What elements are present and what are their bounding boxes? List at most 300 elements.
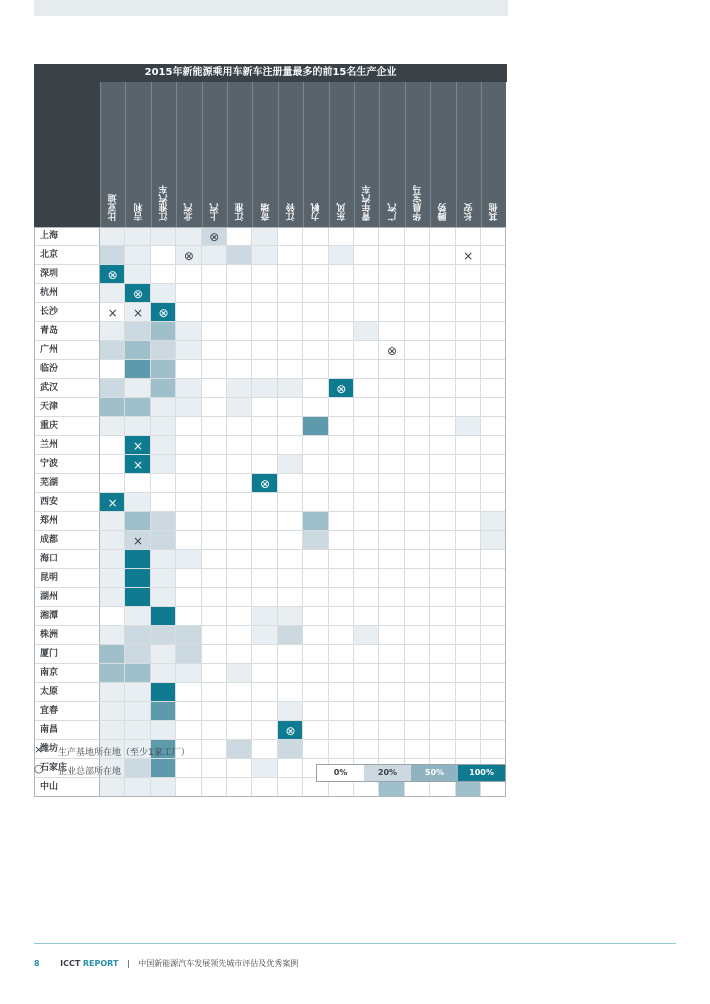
heatmap-cell: [303, 474, 328, 493]
heatmap-cell: [100, 588, 125, 607]
heatmap-cell: [252, 284, 277, 303]
heatmap-cell: [252, 265, 277, 284]
heatmap-cell: [278, 778, 303, 797]
heatmap-cell: [252, 417, 277, 436]
heatmap-cell: [329, 303, 354, 322]
heatmap-cell: [430, 702, 455, 721]
heatmap-cell: [456, 398, 481, 417]
heatmap-cell: [252, 588, 277, 607]
heatmap-cell: [151, 474, 176, 493]
heatmap-cell: [430, 607, 455, 626]
heatmap-cell: [329, 398, 354, 417]
heatmap-cell: [100, 322, 125, 341]
column-header: [405, 82, 430, 227]
row-label: 湖州: [34, 588, 100, 607]
heatmap-cell: [481, 322, 506, 341]
heatmap-cell: [278, 512, 303, 531]
heatmap-cell: [379, 379, 404, 398]
heatmap-cell: [379, 398, 404, 417]
heatmap-cell: [303, 664, 328, 683]
column-header-label: 华晨宝马: [413, 185, 424, 221]
heatmap-cell: [100, 626, 125, 645]
heatmap-cell: [151, 702, 176, 721]
heatmap-cell: [379, 664, 404, 683]
heatmap-cell: [100, 778, 125, 797]
circle-icon: ○: [34, 762, 44, 775]
heatmap-cell: [481, 227, 506, 246]
heatmap-cell: [456, 379, 481, 398]
heatmap-cell: [481, 284, 506, 303]
heatmap-cell: [176, 493, 201, 512]
heatmap-cell: [227, 550, 252, 569]
heatmap-cell: [252, 379, 277, 398]
heatmap-cell: [405, 303, 430, 322]
heatmap-cell: [303, 512, 328, 531]
heatmap-cell: [151, 227, 176, 246]
heatmap-cell: [430, 284, 455, 303]
heatmap-cell: [278, 227, 303, 246]
heatmap-cell: [354, 664, 379, 683]
heatmap-cell: [278, 246, 303, 265]
heatmap-cell: [151, 493, 176, 512]
heatmap-cell: [125, 398, 150, 417]
scale-swatch: 50%: [411, 765, 458, 781]
heatmap-cell: [227, 702, 252, 721]
heatmap-cell: [430, 531, 455, 550]
row-label: 南京: [34, 664, 100, 683]
heatmap-cell: [100, 436, 125, 455]
heatmap-cell: [151, 417, 176, 436]
heatmap-cell: [176, 265, 201, 284]
heatmap-cell: [100, 284, 125, 303]
row-label: 青岛: [34, 322, 100, 341]
heatmap-cell: [252, 246, 277, 265]
chart-title: 2015年新能源乘用车新车注册量最多的前15名生产企业: [34, 64, 507, 82]
heatmap-cell: [227, 341, 252, 360]
heatmap-cell: [379, 626, 404, 645]
heatmap-cell: [481, 721, 506, 740]
factory-marker: ×: [133, 457, 144, 472]
heatmap-cell: [100, 569, 125, 588]
heatmap-cell: [405, 474, 430, 493]
heatmap-cell: [176, 664, 201, 683]
column-header: [430, 82, 455, 227]
heatmap-cell: [354, 284, 379, 303]
heatmap-cell: [354, 265, 379, 284]
heatmap-cell: [405, 664, 430, 683]
heatmap-cell: [151, 626, 176, 645]
column-header-label: 其他: [489, 203, 500, 221]
heatmap-cell: [227, 493, 252, 512]
heatmap-cell: [405, 436, 430, 455]
heatmap-cell: [100, 512, 125, 531]
heatmap-cell: [176, 322, 201, 341]
heatmap-cell: [227, 398, 252, 417]
row-label: 武汉: [34, 379, 100, 398]
heatmap-cell: [379, 455, 404, 474]
heatmap-cell: [405, 588, 430, 607]
heatmap-cell: [303, 455, 328, 474]
heatmap-cell: [125, 265, 150, 284]
heatmap-cell: [227, 284, 252, 303]
heatmap-cell: [329, 512, 354, 531]
heatmap-cell: [176, 398, 201, 417]
heatmap-cell: [379, 645, 404, 664]
heatmap-cell: [481, 626, 506, 645]
heatmap-cell: [151, 341, 176, 360]
heatmap-cell: [252, 550, 277, 569]
column-header-label: 比亚迪: [108, 194, 119, 221]
heatmap-cell: [227, 227, 252, 246]
heatmap-cell: [354, 626, 379, 645]
heatmap-cell: [456, 588, 481, 607]
headquarters-marker: ⊗: [107, 267, 118, 282]
heatmap-cell: [176, 474, 201, 493]
heatmap-cell: [278, 417, 303, 436]
heatmap-cell: [481, 683, 506, 702]
heatmap-cell: [278, 607, 303, 626]
heatmap-cell: [278, 588, 303, 607]
heatmap-cell: [202, 417, 227, 436]
heatmap-cell: [202, 626, 227, 645]
heatmap-cell: [379, 607, 404, 626]
heatmap-cell: [176, 360, 201, 379]
heatmap-cell: [354, 379, 379, 398]
heatmap-cell: [379, 588, 404, 607]
heatmap-cell: [176, 341, 201, 360]
heatmap-cell: [456, 531, 481, 550]
heatmap-cell: [125, 550, 150, 569]
heatmap-cell: [354, 360, 379, 379]
headquarters-marker: ⊗: [209, 229, 220, 244]
heatmap-cell: [278, 664, 303, 683]
column-header-label: 广汽: [388, 203, 399, 221]
heatmap-cell: [329, 664, 354, 683]
heatmap-cell: [227, 569, 252, 588]
factory-marker: ×: [463, 248, 474, 263]
heatmap-cell: [100, 360, 125, 379]
heatmap-cell: [329, 740, 354, 759]
factory-marker: ×: [133, 305, 144, 320]
heatmap-cell: [430, 550, 455, 569]
heatmap-cell: [354, 303, 379, 322]
heatmap-cell: [329, 531, 354, 550]
heatmap-cell: [430, 493, 455, 512]
column-header: [100, 82, 125, 227]
heatmap-cell: [379, 360, 404, 379]
heatmap-cell: [278, 436, 303, 455]
heatmap-cell: [278, 550, 303, 569]
heatmap-cell: [176, 512, 201, 531]
heatmap-cell: [202, 645, 227, 664]
heatmap-cell: [252, 759, 277, 778]
heatmap-cell: [100, 683, 125, 702]
heatmap-cell: [202, 246, 227, 265]
heatmap-cell: [227, 759, 252, 778]
heatmap-cell: [303, 341, 328, 360]
heatmap-cell: [278, 740, 303, 759]
heatmap-cell: [252, 227, 277, 246]
heatmap-cell: [202, 588, 227, 607]
heatmap-cell: [379, 417, 404, 436]
heatmap-cell: [430, 455, 455, 474]
heatmap-cell: [278, 702, 303, 721]
column-header: [125, 82, 150, 227]
heatmap-cell: [430, 341, 455, 360]
page-footer: [34, 958, 298, 969]
heatmap-cell: [151, 683, 176, 702]
heatmap-cell: [379, 436, 404, 455]
heatmap-cell: [252, 740, 277, 759]
heatmap-cell: [151, 455, 176, 474]
column-header: [354, 82, 379, 227]
heatmap-cell: [202, 455, 227, 474]
headquarters-marker: ⊗: [336, 381, 347, 396]
heatmap-cell: [176, 683, 201, 702]
heatmap-cell: [329, 588, 354, 607]
heatmap-cell: [379, 531, 404, 550]
heatmap-cell: [456, 626, 481, 645]
heatmap-cell: [100, 417, 125, 436]
heatmap-cell: [125, 721, 150, 740]
column-header: [227, 82, 252, 227]
heatmap-cell: [100, 227, 125, 246]
column-header-label: 腾势: [438, 203, 449, 221]
heatmap-cell: [202, 778, 227, 797]
heatmap-cell: [354, 227, 379, 246]
row-label: 郑州: [34, 512, 100, 531]
row-label: 杭州: [34, 284, 100, 303]
heatmap-cell: [202, 360, 227, 379]
heatmap-cell: [151, 284, 176, 303]
heatmap-cell: [379, 550, 404, 569]
headquarters-marker: ⊗: [387, 343, 398, 358]
heatmap-cell: [379, 721, 404, 740]
heatmap-cell: [176, 702, 201, 721]
heatmap-cell: [125, 417, 150, 436]
heatmap-cell: [379, 683, 404, 702]
factory-marker: ×: [133, 533, 144, 548]
heatmap-cell: [100, 721, 125, 740]
column-header: [329, 82, 354, 227]
heatmap-cell: [227, 474, 252, 493]
heatmap-cell: [354, 645, 379, 664]
heatmap-cell: [252, 531, 277, 550]
heatmap-cell: [405, 379, 430, 398]
heatmap-cell: [481, 512, 506, 531]
heatmap-cell: [481, 740, 506, 759]
heatmap-cell: [176, 455, 201, 474]
heatmap-cell: [354, 683, 379, 702]
row-label: 潍坊: [34, 740, 100, 759]
heatmap-cell: [329, 569, 354, 588]
heatmap-cell: [430, 645, 455, 664]
heatmap-cell: [405, 455, 430, 474]
heatmap-cell: [303, 569, 328, 588]
heatmap-cell: [151, 436, 176, 455]
heatmap-cell: [125, 588, 150, 607]
heatmap-cell: [430, 664, 455, 683]
heatmap-cell: [151, 512, 176, 531]
row-label: 临汾: [34, 360, 100, 379]
heatmap-cell: [481, 455, 506, 474]
heatmap-cell: [176, 436, 201, 455]
heatmap-cell: [202, 303, 227, 322]
column-header-label: 上汽: [210, 203, 221, 221]
heatmap-cell: [176, 417, 201, 436]
heatmap-cell: [227, 265, 252, 284]
heatmap-cell: [329, 702, 354, 721]
heatmap-cell: [100, 455, 125, 474]
row-label: 芜湖: [34, 474, 100, 493]
row-label: 太原: [34, 683, 100, 702]
row-label: 深圳: [34, 265, 100, 284]
heatmap-cell: [100, 664, 125, 683]
heatmap-cell: [100, 607, 125, 626]
footer-divider: [34, 943, 676, 944]
heatmap-cell: [176, 284, 201, 303]
heatmap-cell: [278, 569, 303, 588]
heatmap-cell: [379, 493, 404, 512]
heatmap-cell: [151, 645, 176, 664]
heatmap-cell: [430, 265, 455, 284]
heatmap-cell: [176, 550, 201, 569]
heatmap-cell: [456, 683, 481, 702]
row-label: 中山: [34, 778, 100, 797]
heatmap-cell: [354, 550, 379, 569]
heatmap-cell: [227, 721, 252, 740]
heatmap-cell: [379, 303, 404, 322]
heatmap-cell: [151, 398, 176, 417]
heatmap-cell: [151, 778, 176, 797]
heatmap-cell: [329, 360, 354, 379]
heatmap-cell: [456, 550, 481, 569]
heatmap-cell: [456, 474, 481, 493]
heatmap-cell: [252, 702, 277, 721]
heatmap-cell: [202, 702, 227, 721]
heatmap-cell: [430, 360, 455, 379]
heatmap-cell: [329, 417, 354, 436]
heatmap-cell: [481, 436, 506, 455]
heatmap-cell: [252, 436, 277, 455]
heatmap-cell: [430, 474, 455, 493]
heatmap-cell: [176, 759, 201, 778]
column-header: [303, 82, 328, 227]
heatmap-cell: [125, 626, 150, 645]
column-header-label: 长安: [464, 203, 475, 221]
heatmap-cell: [303, 645, 328, 664]
row-label: 广州: [34, 341, 100, 360]
heatmap-cell: [252, 626, 277, 645]
heatmap-cell: [227, 778, 252, 797]
heatmap-cell: [456, 664, 481, 683]
heatmap-cell: [252, 493, 277, 512]
heatmap-cell: [379, 740, 404, 759]
heatmap-cell: [354, 474, 379, 493]
row-label: 西安: [34, 493, 100, 512]
heatmap-cell: [176, 588, 201, 607]
heatmap-cell: [303, 436, 328, 455]
heatmap-cell: [329, 474, 354, 493]
heatmap-cell: [278, 759, 303, 778]
heatmap-cell: [100, 531, 125, 550]
heatmap-cell: [303, 683, 328, 702]
heatmap-cell: [303, 360, 328, 379]
heatmap-cell: [151, 550, 176, 569]
heatmap-cell: [125, 379, 150, 398]
heatmap-cell: [202, 550, 227, 569]
heatmap-cell: [252, 398, 277, 417]
heatmap-cell: [354, 246, 379, 265]
heatmap-cell: [354, 455, 379, 474]
heatmap-cell: [481, 246, 506, 265]
heatmap-cell: [430, 740, 455, 759]
heatmap-cell: [202, 379, 227, 398]
heatmap-cell: [430, 303, 455, 322]
heatmap-cell: [379, 474, 404, 493]
row-label: 昆明: [34, 569, 100, 588]
heatmap-cell: [405, 645, 430, 664]
heatmap-cell: [405, 550, 430, 569]
heatmap-cell: [278, 265, 303, 284]
heatmap-cell: [354, 588, 379, 607]
factory-marker: ×: [107, 305, 118, 320]
heatmap-cell: [303, 626, 328, 645]
heatmap-cell: [354, 702, 379, 721]
heatmap-cell: [354, 740, 379, 759]
column-header: [456, 82, 481, 227]
heatmap-cell: [227, 303, 252, 322]
header-corner: [34, 82, 100, 227]
heatmap-cell: [303, 246, 328, 265]
heatmap-cell: [227, 379, 252, 398]
scale-swatch: 0%: [317, 765, 364, 781]
heatmap-cell: [151, 379, 176, 398]
heatmap-cell: [481, 417, 506, 436]
legend-factory-text: 生产基地所在地（至少1家工厂）: [58, 748, 190, 758]
heatmap-cell: [100, 341, 125, 360]
row-label: 天津: [34, 398, 100, 417]
heatmap-cell: [252, 683, 277, 702]
row-label: 湘潭: [34, 607, 100, 626]
heatmap-cell: [405, 398, 430, 417]
heatmap-cell: [303, 303, 328, 322]
heatmap-cell: [151, 569, 176, 588]
heatmap-cell: [456, 740, 481, 759]
heatmap-cell: [227, 417, 252, 436]
row-label: 海口: [34, 550, 100, 569]
heatmap-cell: [456, 322, 481, 341]
heatmap-cell: [379, 512, 404, 531]
heatmap-cell: [252, 455, 277, 474]
heatmap-cell: [252, 569, 277, 588]
heatmap-cell: [303, 588, 328, 607]
heatmap-cell: [227, 512, 252, 531]
heatmap-cell: [100, 398, 125, 417]
heatmap-cell: [278, 322, 303, 341]
heatmap-cell: [227, 436, 252, 455]
heatmap-cell: [354, 721, 379, 740]
heatmap-cell: [430, 398, 455, 417]
heatmap-cell: [227, 626, 252, 645]
heatmap-cell: [278, 626, 303, 645]
row-label: 宜春: [34, 702, 100, 721]
heatmap-cell: [456, 607, 481, 626]
heatmap-cell: [430, 246, 455, 265]
headquarters-marker: ⊗: [158, 305, 169, 320]
heatmap-cell: [303, 227, 328, 246]
row-label: 北京: [34, 246, 100, 265]
